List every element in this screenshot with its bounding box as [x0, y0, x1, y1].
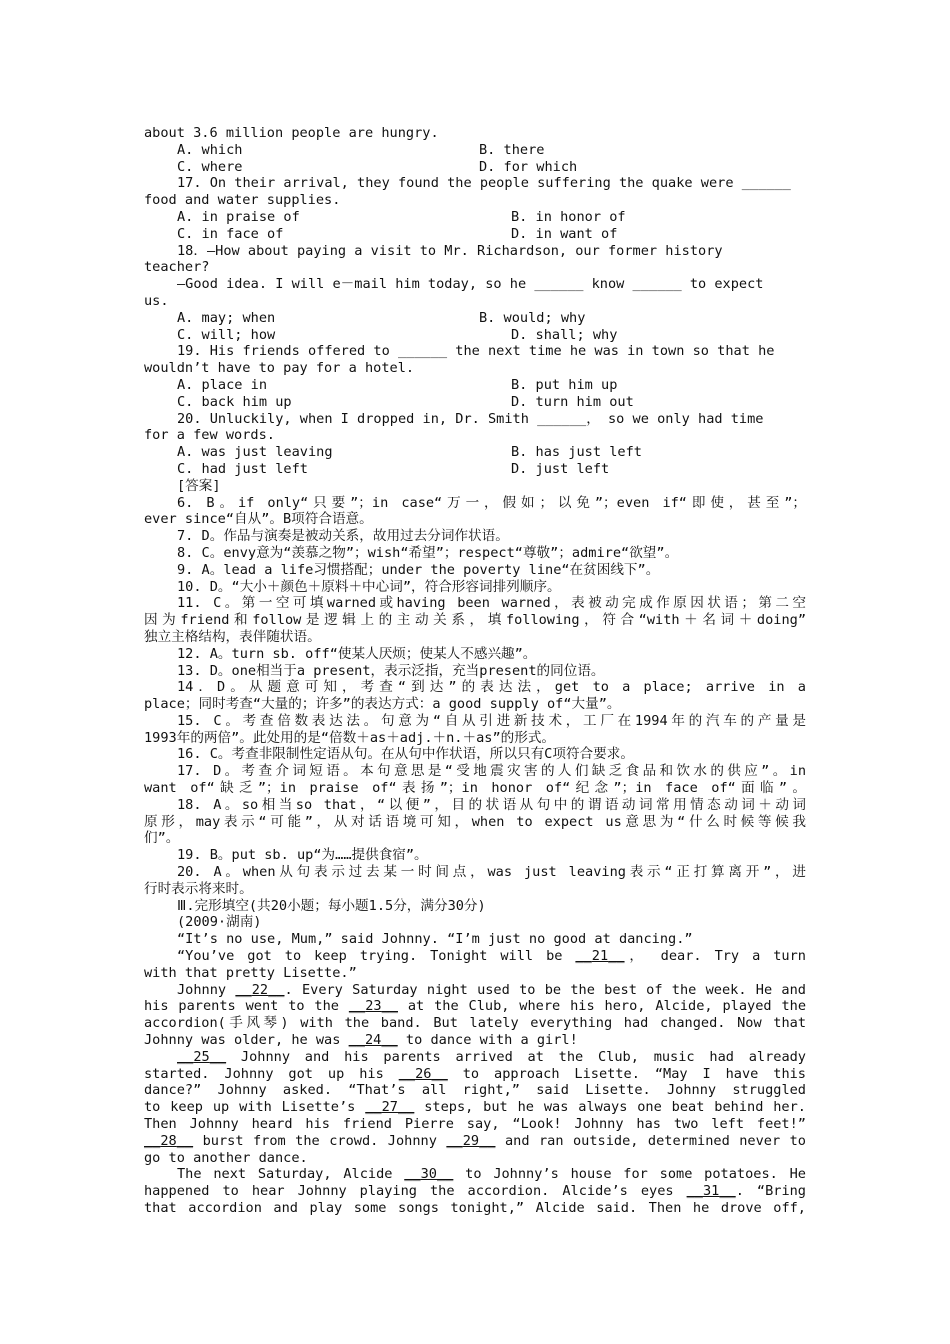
answer-7: 7. D。作品与演奏是被动关系，故用过去分词作状语。: [177, 528, 509, 545]
blank-22: __22__: [235, 981, 285, 998]
cloze-p1: “It’s no use, Mum,” said Johnny. “I’m just no good at dancing.”: [177, 931, 693, 948]
answer-18-line1: 18. A。so相当so that，“以便”，目的状语从句中的谓语动词常用情态动词＋动词: [177, 796, 806, 813]
answer-16: 16. C。考查非限制性定语从句。在从句中作状语，所以只有C项符合要求。: [177, 746, 634, 763]
cloze-p4-line5: Then Johnny heard his friend Pierre say, “Look! Johnny has two left feet!”: [144, 1116, 806, 1133]
blank-27: __27__: [365, 1099, 415, 1116]
q18-stem-line4: us.: [144, 292, 169, 309]
q17-options-row1: [144, 209, 806, 226]
answer-20-line2: 行时表示将来时。: [144, 880, 253, 897]
cloze-p2-line1: “You’ve got to keep trying. Tonight will be __21__， dear. Try a turn: [177, 948, 806, 965]
answer-15-line2: 1993年的两倍”。此处用的是“倍数＋as＋adj.＋n.＋as”的形式。: [144, 729, 556, 746]
cloze-p3-line2: his parents went to the __23__ at the Club, where his hero, Alcide, played the: [144, 998, 807, 1015]
answers-heading: [答案]: [177, 477, 221, 494]
q20-options-row1: [144, 444, 806, 461]
q20-option-d: D. just left: [511, 460, 610, 477]
q16-option-c: C. where: [177, 158, 243, 175]
q20-option-c: C. had just left: [177, 460, 308, 477]
answer-18-line2: 原形，may表示“可能”，从对话语境可知，when to expect us意思为“什么时候等候我: [144, 813, 806, 830]
cloze-p4-line3: dance?” Johnny asked. “That’s all right,” said Lisette. Johnny struggled: [144, 1082, 806, 1099]
blank-26: __26__: [398, 1065, 448, 1082]
q19-option-d: D. turn him out: [511, 393, 634, 410]
q20-option-a: A. was just leaving: [177, 444, 333, 461]
blank-28: __28__: [144, 1132, 194, 1149]
q18-option-c: C. will; how: [177, 326, 276, 343]
answer-13: 13. D。one相当于a present，表示泛指，充当present的同位语。: [177, 662, 605, 679]
q18-option-b: B. would; why: [479, 309, 586, 326]
q19-stem-line2: wouldn’t have to pay for a hotel.: [144, 360, 415, 377]
answer-20-line1: 20. A。when从句表示过去某一时间点，was just leaving表示“正打算离开”，进: [177, 864, 806, 881]
q17-option-a: A. in praise of: [177, 208, 300, 225]
cloze-p5-line2: happened to hear Johnny playing the accordion. Alcide’s eyes __31__. “Bring: [144, 1183, 806, 1200]
cloze-p5-line1: The next Saturday, Alcide __30__ to Johnny’s house for some potatoes. He: [177, 1166, 806, 1183]
answer-11-line3: 独立主格结构，表伴随状语。: [144, 628, 321, 645]
q18-option-a: A. may; when: [177, 309, 276, 326]
answer-11-line1: 11. C。第一空可填warned或having been warned，表被动完成作原因状语；第二空: [177, 595, 806, 612]
cloze-p4-line6: __28__ burst from the crowd. Johnny __29__ and ran outside, determined never to: [144, 1132, 806, 1149]
blank-21: __21__: [575, 948, 625, 965]
cloze-p3-line1: Johnny __22__. Every Saturday night used to be the best of the week. He and: [177, 981, 806, 998]
q20-stem-line2: for a few words.: [144, 427, 275, 444]
cloze-p4-line7: go to another dance.: [144, 1149, 308, 1166]
answer-6-line2: ever since“自从”。B项符合语意。: [144, 511, 373, 528]
q16-option-d: D. for which: [479, 158, 578, 175]
answer-14-line1: 14．D。从题意可知，考查“到达”的表达法，get to a place; arrive in a: [177, 679, 806, 696]
q18-stem-line2: teacher?: [144, 259, 210, 276]
q20-stem-line1: 20. Unluckily, when I dropped in, Dr. Smith ______， so we only had time: [177, 410, 764, 427]
blank-30: __30__: [404, 1166, 454, 1183]
q17-options-row2: [144, 226, 806, 243]
q19-option-c: C. back him up: [177, 393, 292, 410]
q19-options-row2: [144, 394, 806, 411]
q17-option-c: C. in face of: [177, 225, 284, 242]
answer-17-line2: want of“缺乏”；in praise of“表扬”；in honor of“纪念”；in face of“面临”。: [144, 780, 806, 797]
q18-option-d: D. shall; why: [511, 326, 618, 343]
q19-option-a: A. place in: [177, 376, 268, 393]
q17-option-d: D. in want of: [511, 225, 618, 242]
q16-options-row2: [144, 159, 806, 176]
cloze-p4-line4: to keep up with Lisette’s __27__ steps, but he was always one beat behind her.: [144, 1099, 806, 1116]
answer-17-line1: 17. D。考查介词短语。本句意思是“受地震灾害的人们缺乏食品和饮水的供应”。in: [177, 763, 806, 780]
q18-options-row2: [144, 327, 806, 344]
blank-24: __24__: [348, 1032, 398, 1049]
cloze-p5-line3: that accordion and play some songs tonight,” Alcide said. Then he drove off,: [144, 1200, 806, 1216]
q17-option-b: B. in honor of: [511, 208, 626, 225]
q18-options-row1: [144, 310, 806, 327]
cloze-p2-line2: with that pretty Lisette.”: [144, 964, 357, 981]
cloze-p3-line3: accordion(手风琴) with the band. But lately everything had changed. Now that: [144, 1015, 806, 1032]
blank-23: __23__: [348, 998, 398, 1015]
answer-12: 12. A。turn sb. off“使某人厌烦；使某人不感兴趣”。: [177, 645, 537, 662]
blank-25: __25__: [177, 1048, 227, 1065]
answer-18-line3: 们”。: [144, 830, 180, 847]
answer-8: 8. C。envy意为“羡慕之物”；wish“希望”；respect“尊敬”；admire“欲望”。: [177, 544, 679, 561]
q16-stem: about 3.6 million people are hungry.: [144, 125, 439, 141]
answer-9: 9. A。lead a life习惯搭配；under the poverty line“在贫困线下”。: [177, 561, 660, 578]
cloze-section-title: Ⅲ.完形填空(共20小题；每小题1.5分，满分30分): [177, 897, 486, 914]
answer-15-line1: 15. C。考查倍数表达法。句意为“自从引进新技术，工厂在1994年的汽车的产量是: [177, 712, 806, 729]
answer-14-line2: place；同时考查“大量的；许多”的表达方式：a good supply of“大量”。: [144, 696, 621, 713]
q18-stem-line3: —Good idea. I will e－mail him today, so he ______ know ______ to expect: [177, 276, 764, 293]
q16-option-b: B. there: [479, 141, 545, 158]
cloze-p3-line4: Johnny was older, he was __24__ to dance with a girl!: [144, 1032, 578, 1049]
q17-stem-line2: food and water supplies.: [144, 192, 341, 209]
cloze-p4-line1: __25__ Johnny and his parents arrived at the Club, music had already: [177, 1048, 806, 1065]
answer-11-line2: 因为friend和follow是逻辑上的主动关系，填following，符合“with＋名词＋doing”: [144, 612, 806, 629]
q18-stem-line1: 18．—How about paying a visit to Mr. Richardson, our former history: [177, 242, 723, 259]
cloze-p4-line2: started. Johnny got up his __26__ to approach Lisette. “May I have this: [144, 1065, 806, 1082]
answer-10: 10. D。“大小＋颜色＋原料＋中心词”，符合形容词排列顺序。: [177, 578, 561, 595]
q16-options-row1: [144, 142, 806, 159]
q19-options-row1: [144, 377, 806, 394]
cloze-source: (2009·湖南): [177, 914, 262, 931]
blank-31: __31__: [686, 1183, 736, 1200]
blank-29: __29__: [446, 1132, 496, 1149]
q17-stem-line1: 17. On their arrival, they found the people suffering the quake were ______: [177, 175, 791, 192]
answer-6-line1: 6. B。if only“只要”；in case“万一，假如；以免”；even if“即使，甚至”；: [177, 494, 806, 511]
q19-option-b: B. put him up: [511, 376, 618, 393]
q19-stem-line1: 19. His friends offered to ______ the next time he was in town so that he: [177, 343, 775, 360]
answer-19: 19. B。put sb. up“为……提供食宿”。: [177, 847, 428, 864]
q20-option-b: B. has just left: [511, 444, 642, 461]
document-page: [144, 125, 806, 1217]
q16-option-a: A. which: [177, 141, 243, 158]
q20-options-row2: [144, 461, 806, 478]
